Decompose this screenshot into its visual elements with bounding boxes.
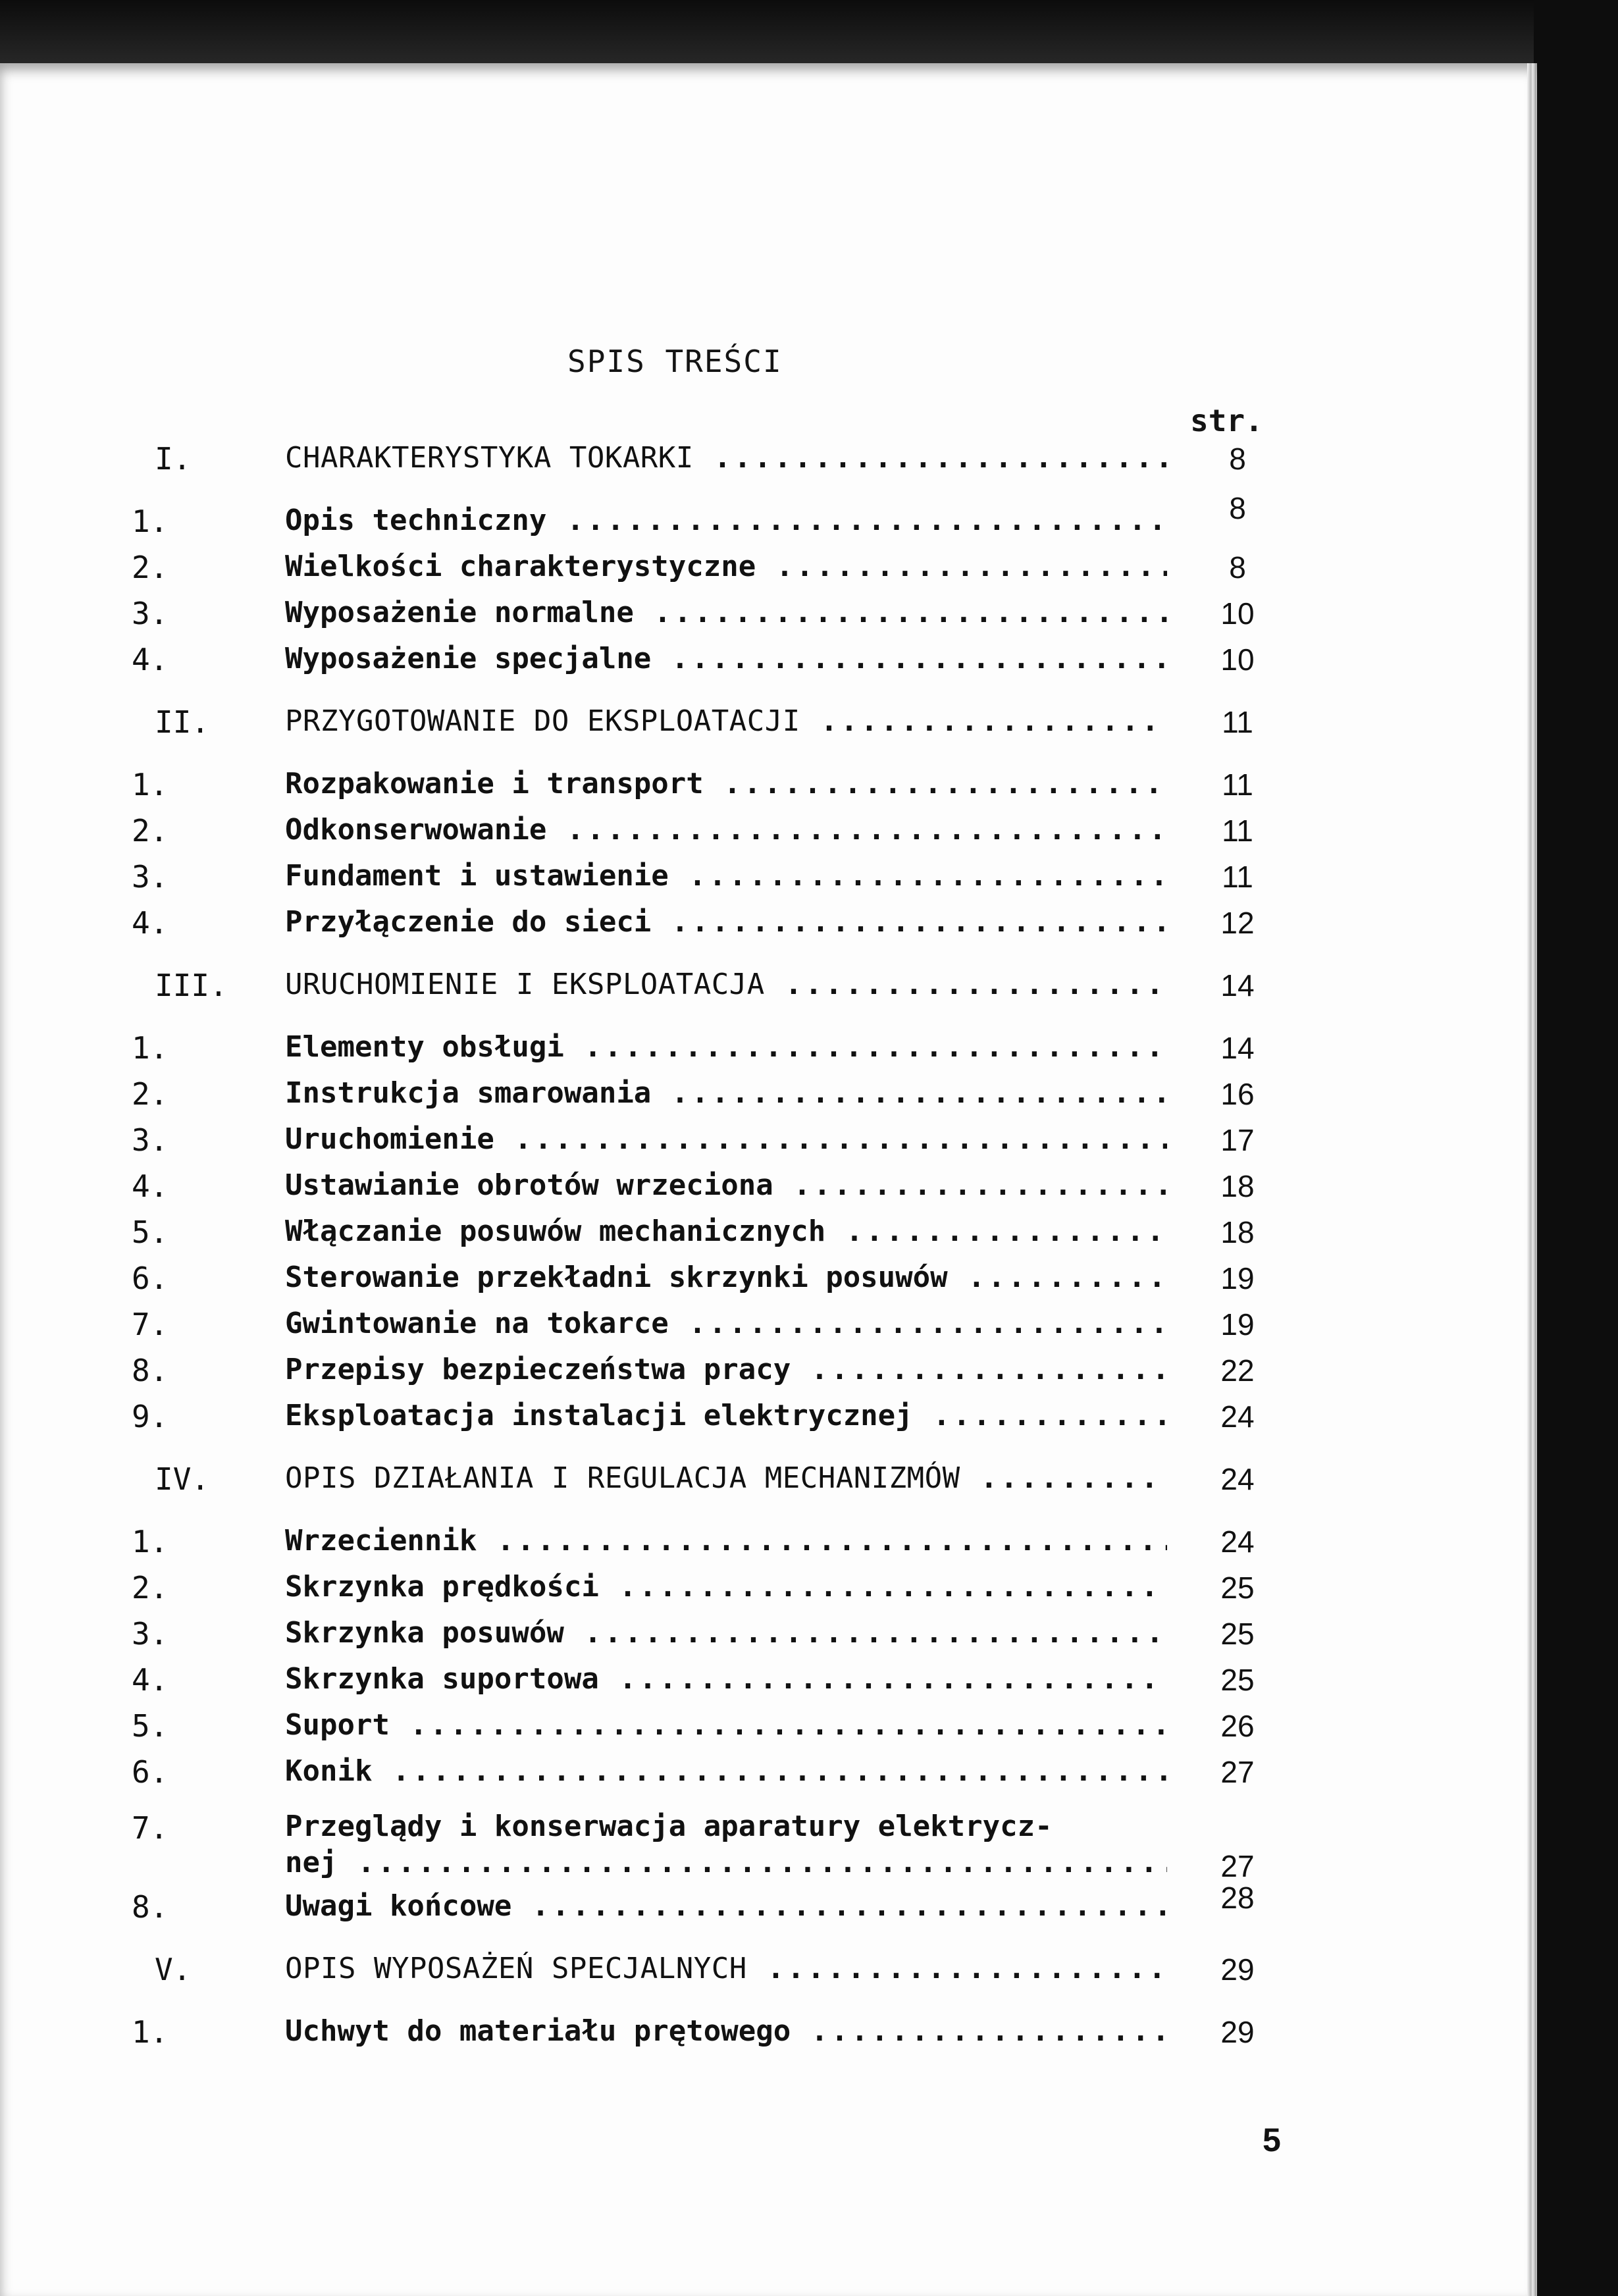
toc-row	[0, 1662, 1534, 1704]
toc-title-text: Skrzynka posuwów .....	[285, 1616, 1167, 1650]
toc-row	[0, 1214, 1534, 1257]
toc-row	[0, 813, 1534, 855]
toc-title-text: Skrzynka prędkości .....	[285, 1570, 1167, 1604]
toc-title-text: Przyłączenie do sieci .....	[285, 905, 1167, 939]
toc-title-text: Wrzeciennik .....	[285, 1524, 1167, 1557]
toc-title-text: Uwagi końcowe .....	[285, 1889, 1167, 1923]
toc-number: 6.	[132, 1261, 169, 1296]
toc-number: 4.	[132, 642, 169, 677]
toc-number: 4.	[132, 905, 169, 941]
toc-title-text: Suport .....	[285, 1708, 1167, 1742]
toc-number: 1.	[132, 1030, 169, 1066]
toc-page: 27	[1220, 1849, 1255, 1883]
toc-page: 25	[1220, 1571, 1255, 1605]
toc-number: III.	[155, 968, 228, 1003]
toc-row	[0, 550, 1534, 592]
toc-page: 29	[1220, 2015, 1255, 2049]
toc-title-text: Instrukcja smarowania .....	[285, 1076, 1167, 1110]
toc-page: 8	[1229, 550, 1246, 585]
toc-page: 18	[1220, 1215, 1255, 1249]
toc-number: 5.	[132, 1708, 169, 1744]
toc-page: 11	[1222, 705, 1253, 739]
toc-title-text: Włączanie posuwów mechanicznych .....	[285, 1214, 1167, 1248]
toc-page: 19	[1220, 1307, 1255, 1342]
toc-title-text: Elementy obsługi .....	[285, 1030, 1167, 1064]
toc-page: 14	[1220, 1031, 1255, 1065]
toc-number: 4.	[132, 1662, 169, 1698]
toc-page: 11	[1222, 860, 1253, 894]
toc-page: 8	[1229, 442, 1246, 476]
toc-title-text: Przepisy bezpieczeństwa pracy .....	[285, 1353, 1167, 1386]
toc-row	[0, 1168, 1534, 1211]
toc-page: 27	[1220, 1755, 1255, 1789]
toc-page: 10	[1220, 596, 1255, 631]
toc-title-text: Sterowanie przekładni skrzynki posuwów .....	[285, 1261, 1167, 1294]
toc-title: SPIS TREŚCI	[567, 344, 783, 379]
toc-row	[0, 1524, 1534, 1566]
scan-top-border	[0, 0, 1618, 71]
toc-section-row	[0, 1952, 1534, 1994]
toc-number: 5.	[132, 1214, 169, 1250]
toc-number: 3.	[132, 1122, 169, 1158]
toc-title-text: Ustawianie obrotów wrzeciona .....	[285, 1168, 1167, 1202]
toc-title-text: Odkonserwowanie .....	[285, 813, 1167, 847]
toc-number: 1.	[132, 767, 169, 802]
toc-row	[0, 1076, 1534, 1118]
toc-number: 8.	[132, 1353, 169, 1388]
toc-page: 19	[1220, 1261, 1255, 1295]
toc-number: 4.	[132, 1168, 169, 1204]
toc-page: 24	[1220, 1462, 1255, 1496]
toc-page: 22	[1220, 1353, 1255, 1388]
toc-page: 11	[1222, 768, 1253, 802]
toc-row	[0, 642, 1534, 684]
toc-title-text: Rozpakowanie i transport .....	[285, 767, 1167, 800]
toc-row	[0, 1261, 1534, 1303]
toc-title-text: Wielkości charakterystyczne .....	[285, 550, 1167, 583]
toc-row	[0, 1122, 1534, 1164]
toc-page: 11	[1222, 814, 1253, 848]
toc-page: 18	[1220, 1169, 1255, 1203]
toc-title-text: Fundament i ustawienie .....	[285, 859, 1167, 893]
toc-page: 24	[1220, 1525, 1255, 1559]
toc-section-row	[0, 1461, 1534, 1503]
toc-row	[0, 1030, 1534, 1072]
toc-number: 6.	[132, 1754, 169, 1790]
toc-number: 2.	[132, 1076, 169, 1112]
toc-title-continuation: nej .....	[285, 1846, 1167, 1879]
toc-row	[0, 491, 1534, 546]
toc-section-row	[0, 968, 1534, 1010]
toc-page: 12	[1220, 906, 1255, 940]
toc-page: 24	[1220, 1399, 1255, 1434]
toc-page: 28	[1220, 1881, 1255, 1915]
toc-row	[0, 1616, 1534, 1658]
toc-row	[0, 905, 1534, 947]
toc-title-text: Wyposażenie normalne .....	[285, 596, 1167, 629]
toc-section-row	[0, 704, 1534, 746]
toc-row	[0, 1307, 1534, 1349]
toc-number: 7.	[132, 1307, 169, 1342]
toc-title-text: OPIS DZIAŁANIA I REGULACJA MECHANIZMÓW .....	[285, 1461, 1167, 1495]
toc-number: 1.	[132, 2014, 169, 2050]
toc-title-text: OPIS WYPOSAŻEŃ SPECJALNYCH .....	[285, 1952, 1167, 1985]
toc-page: 25	[1220, 1617, 1255, 1651]
toc-row	[0, 1708, 1534, 1750]
toc-title-text: CHARAKTERYSTYKA TOKARKI .....	[285, 441, 1167, 475]
page-column-label: str.	[1190, 403, 1263, 438]
toc-number: 2.	[132, 550, 169, 585]
toc-number: IV.	[155, 1461, 210, 1497]
toc-row	[0, 596, 1534, 638]
toc-number: 1.	[132, 504, 169, 539]
toc-row	[0, 2014, 1534, 2056]
toc-number: I.	[155, 441, 192, 477]
toc-page: 29	[1220, 1952, 1255, 1987]
toc-row	[0, 767, 1534, 809]
toc-row	[0, 859, 1534, 901]
toc-row	[0, 1399, 1534, 1441]
toc-page: 14	[1220, 968, 1255, 1003]
toc-page: 8	[1229, 491, 1246, 525]
toc-row	[0, 1754, 1534, 1796]
toc-number: II.	[155, 704, 210, 740]
toc-row	[0, 1570, 1534, 1612]
page-number: 5	[1263, 2122, 1281, 2158]
toc-number: 8.	[132, 1889, 169, 1925]
toc-title-text: Konik .....	[285, 1754, 1167, 1788]
toc-number: V.	[155, 1952, 192, 1987]
toc-number: 7.	[132, 1810, 169, 1846]
toc-number: 3.	[132, 859, 169, 895]
toc-number: 9.	[132, 1399, 169, 1434]
toc-number: 2.	[132, 813, 169, 848]
toc-row	[0, 1881, 1534, 1931]
toc-title-text: PRZYGOTOWANIE DO EKSPLOATACJI .....	[285, 704, 1167, 738]
toc-title-text: Uchwyt do materiału prętowego .....	[285, 2014, 1167, 2048]
toc-title-text: URUCHOMIENIE I EKSPLOATACJA .....	[285, 968, 1167, 1001]
toc-number: 3.	[132, 1616, 169, 1652]
toc-page: 10	[1220, 642, 1255, 677]
toc-number: 1.	[132, 1524, 169, 1559]
toc-title-text: Przeglądy i konserwacja aparatury elektrycz-	[285, 1810, 1053, 1843]
toc-number: 2.	[132, 1570, 169, 1605]
scan-right-border	[1534, 0, 1618, 2296]
toc-page: 26	[1220, 1709, 1255, 1743]
toc-title-text: Opis techniczny .....	[285, 504, 1167, 537]
toc-number: 3.	[132, 596, 169, 631]
toc-page: 16	[1220, 1077, 1255, 1111]
toc-page: 25	[1220, 1663, 1255, 1697]
toc-title-text: Gwintowanie na tokarce .....	[285, 1307, 1167, 1340]
toc-title-text: Skrzynka suportowa .....	[285, 1662, 1167, 1696]
toc-page: 17	[1220, 1123, 1255, 1157]
toc-row	[0, 1810, 1534, 1889]
toc-title-text: Eksploatacja instalacji elektrycznej .....	[285, 1399, 1167, 1432]
toc-title-text: Wyposażenie specjalne .....	[285, 642, 1167, 675]
toc-section-row	[0, 441, 1534, 483]
toc-row	[0, 1353, 1534, 1395]
toc-title-text: Uruchomienie .....	[285, 1122, 1167, 1156]
